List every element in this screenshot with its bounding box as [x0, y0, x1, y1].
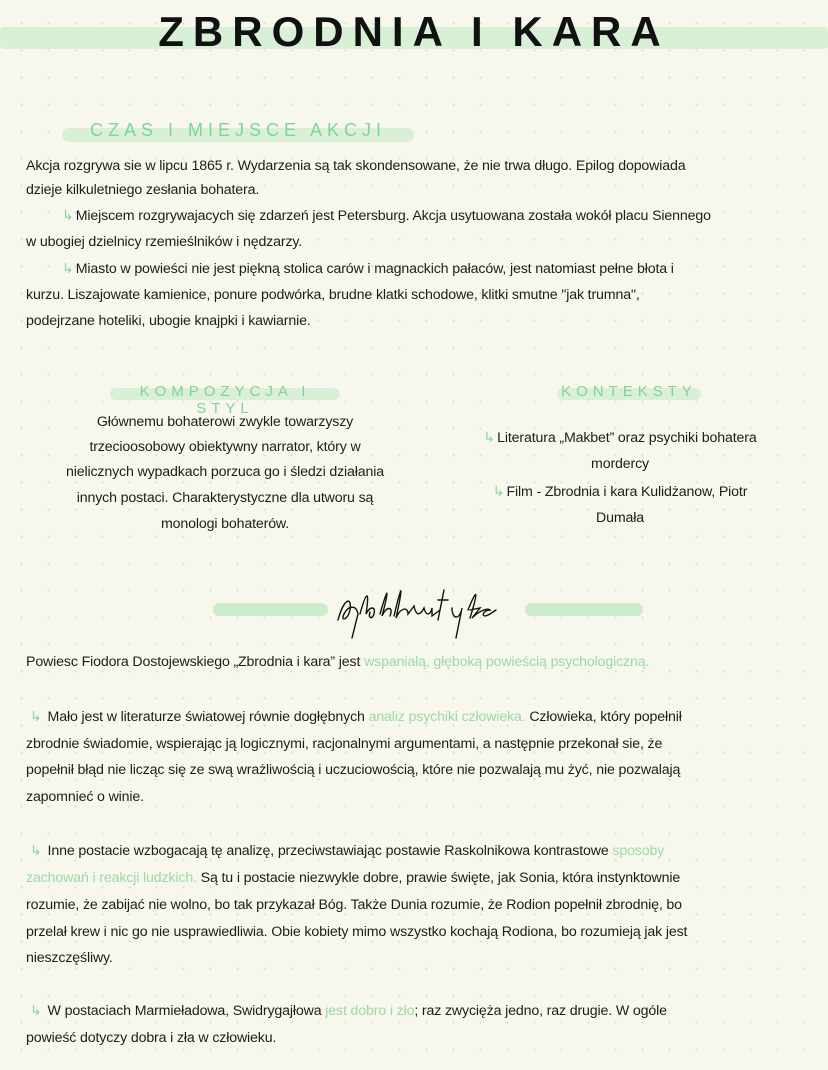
text-segment: podejrzane hoteliki, ubogie knajpki i kawiarnie.: [26, 313, 311, 329]
text-line: [26, 948, 113, 968]
text-line: [26, 180, 259, 200]
highlighted-text: analiz psychiki człowieka.: [368, 709, 526, 725]
text-segment: mordercy: [591, 456, 649, 472]
text-line: [30, 412, 420, 432]
text-line: [440, 508, 800, 528]
text-segment: Człowieka, który popełnił: [525, 709, 682, 725]
text-segment: monologi bohaterów.: [160, 516, 290, 532]
arrow-icon: ↳: [62, 261, 74, 277]
text-segment: Literatura „Makbet” oraz psychiki bohatera: [497, 430, 757, 446]
highlighted-text: zachowań i reakcji ludzkich.: [26, 870, 197, 886]
text-segment: Są tu i postacie niezwykle dobre, prawie święte, jak Sonia, która instynktownie: [196, 870, 681, 886]
text-segment: trzecioosobowy obiektywny narrator, który w: [89, 439, 361, 455]
text-line: [26, 311, 311, 331]
text-segment: ; raz zwycięża jedno, raz drugie. W ogóle: [414, 1003, 667, 1019]
text-segment: nielicznych wypadkach porzuca go i śledzi działania: [65, 464, 385, 480]
text-line: [26, 868, 680, 888]
text-segment: Mało jest w literaturze światowej równie dogłębnych: [43, 709, 369, 725]
section-header-konteksty: KONTEKSTY: [561, 383, 697, 400]
arrow-icon: ↳: [492, 484, 505, 500]
text-segment: zbrodnie świadomie, wspierając ją logicznymi, racjonalnymi argumentami, a następnie przekonał sie, że: [26, 736, 663, 752]
text-segment: Powiesc Fiodora Dostojewskiego „Zbrodnia i kara” jest: [26, 654, 365, 670]
arrow-icon: ↳: [483, 430, 496, 446]
text-line: [62, 259, 674, 279]
text-segment: Film - Zbrodnia i kara Kulidżanow, Piotr: [506, 484, 748, 500]
text-line: [30, 462, 420, 482]
text-segment: zapomnieć o winie.: [26, 789, 144, 805]
highlighted-text: jest dobro i zło: [325, 1003, 415, 1019]
text-line: [26, 787, 144, 807]
arrow-icon: ↳: [30, 1003, 42, 1019]
text-line: [30, 1001, 667, 1021]
text-line: [26, 156, 686, 176]
problematyka-signature: [330, 580, 530, 640]
text-line: [440, 428, 800, 448]
text-line: [30, 514, 420, 534]
text-line: [26, 1028, 276, 1048]
header-highlight: [213, 603, 328, 616]
text-line: [30, 437, 420, 457]
header-highlight: [525, 603, 643, 616]
section-header-kompozycja: KOMPOZYCJA I STYL: [139, 383, 311, 417]
highlighted-text: sposoby: [612, 843, 665, 859]
text-segment: dzieje kilkuletniego zesłania bohatera.: [26, 182, 260, 198]
text-line: [26, 895, 682, 915]
text-segment: nieszczęśliwy.: [26, 950, 113, 966]
text-line: [26, 760, 680, 780]
text-line: [26, 232, 302, 252]
text-line: [26, 652, 649, 672]
arrow-icon: ↳: [62, 208, 74, 224]
highlighted-text: wspaniałą, głęboką powieścią psychologiczną.: [364, 654, 650, 670]
text-line: [440, 482, 800, 502]
text-segment: Głównemu bohaterowi zwykle towarzyszy: [96, 414, 354, 430]
text-segment: Akcja rozgrywa sie w lipcu 1865 r. Wydarzenia są tak skondensowane, że nie trwa długo. Epilog dopowiada: [26, 158, 686, 174]
text-segment: w ubogiej dzielnicy rzemieślników i nędzarzy.: [26, 234, 303, 250]
section-header-czas: CZAS I MIEJSCE AKCJI: [89, 120, 387, 140]
text-segment: przelał krew i nic go nie usprawiedliwia. Obie kobiety mimo wszystko kochają Rodiona, bo rozumieją jak jest: [26, 924, 688, 940]
text-line: [440, 454, 800, 474]
text-line: [30, 841, 664, 861]
text-segment: rozumie, że zabijać nie wolno, bo tak przykazał Bóg. Także Dunia rozumie, że Rodion popełnił zbrodnię, bo: [26, 897, 682, 913]
text-line: [26, 922, 687, 942]
text-segment: Miejscem rozgrywajacych się zdarzeń jest Petersburg. Akcja usytuowana została wokół placu Siennego: [75, 208, 711, 224]
text-segment: Dumała: [596, 510, 644, 526]
text-segment: Miasto w powieści nie jest piękną stolica carów i magnackich pałaców, jest natomiast pełne błota i: [75, 261, 674, 277]
arrow-icon: ↳: [30, 843, 42, 859]
text-line: [30, 707, 682, 727]
text-segment: Inne postacie wzbogacają tę analizę, przeciwstawiając postawie Raskolnikowa kontrastowe: [43, 843, 613, 859]
text-segment: W postaciach Marmieładowa, Swidrygajłowa: [43, 1003, 326, 1019]
text-segment: innych postaci. Charakterystyczne dla utworu są: [76, 490, 374, 506]
text-line: [26, 734, 662, 754]
page-title: ZBRODNIA I KARA: [158, 8, 670, 55]
arrow-icon: ↳: [30, 709, 42, 725]
text-line: [62, 206, 711, 226]
text-line: [30, 488, 420, 508]
text-segment: kurzu. Liszajowate kamienice, ponure podwórka, brudne klatki schodowe, klitki smutne "jak trumna",: [26, 287, 640, 303]
text-segment: powieść dotyczy dobra i zła w człowieku.: [26, 1030, 277, 1046]
text-segment: popełnił błąd nie licząc się ze swą wrażliwością i uczuciowością, które nie pozwalają mu żyć, nie pozwalają: [26, 762, 681, 778]
text-line: [26, 285, 640, 305]
